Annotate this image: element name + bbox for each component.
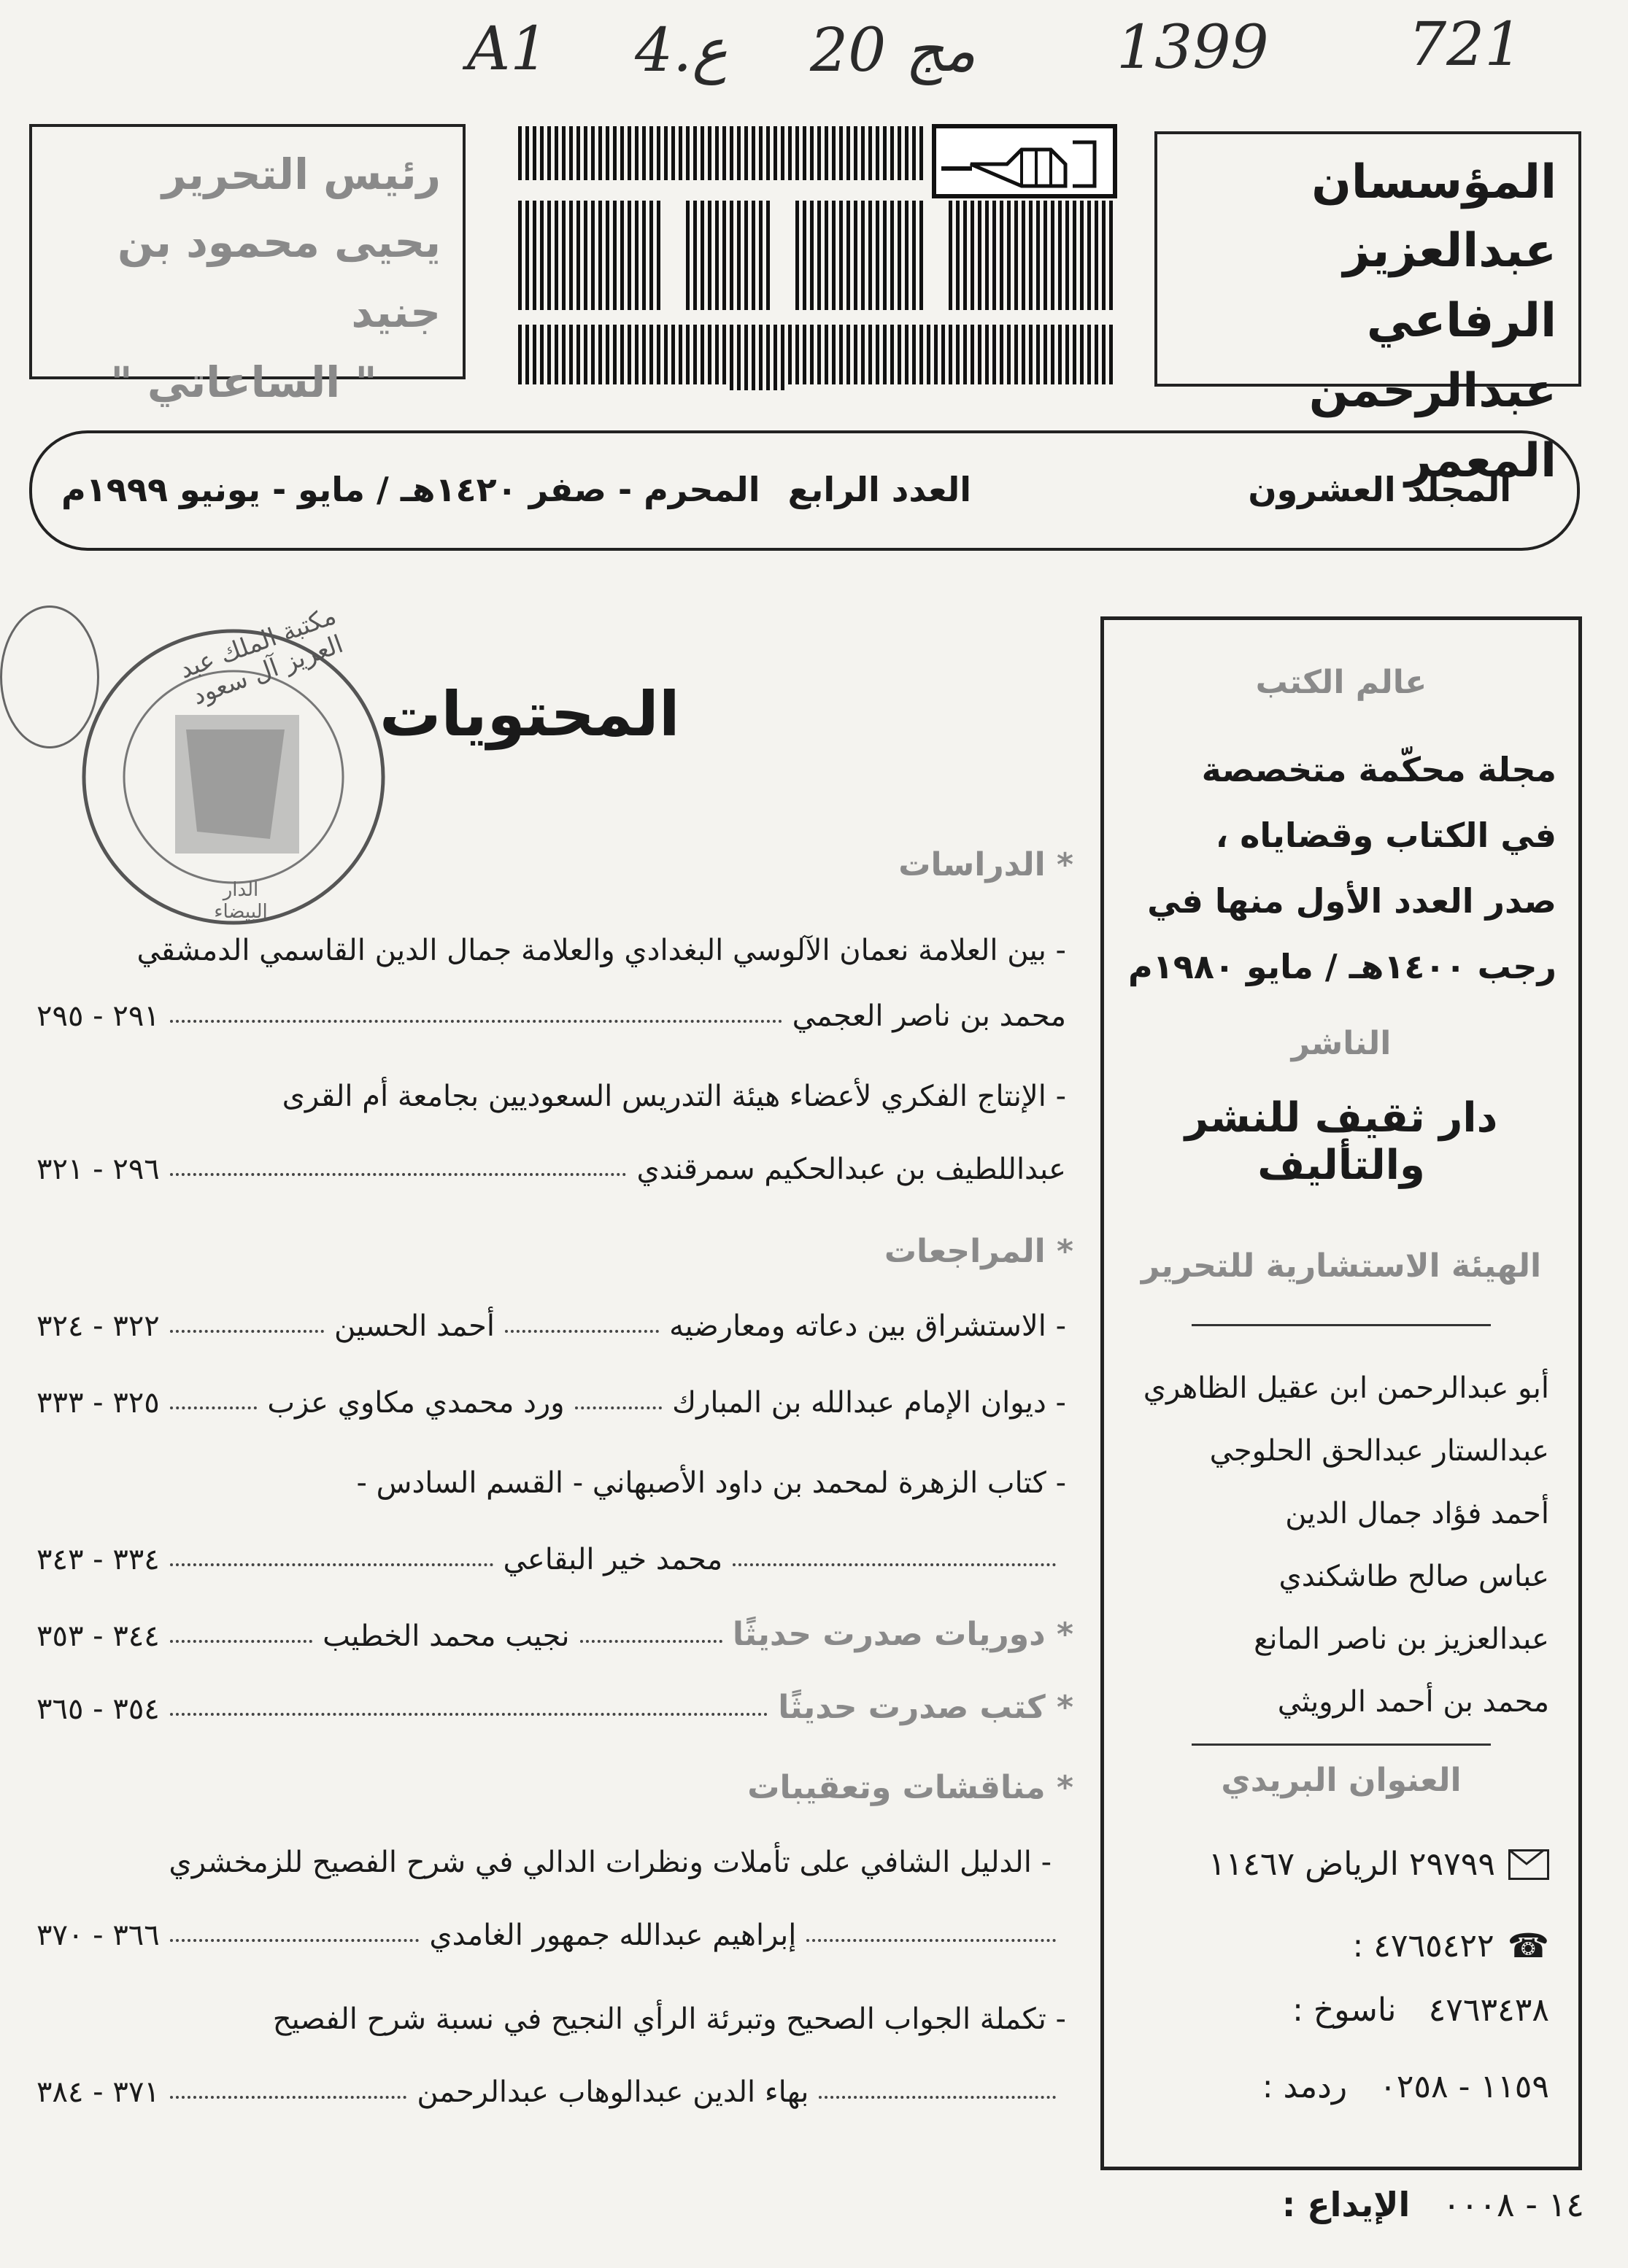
founders-box xyxy=(1154,131,1581,488)
masthead-logo xyxy=(511,120,1124,398)
editor-name: يحيى محمود بن جنيد xyxy=(117,217,441,337)
toc-title-1: - بين العلامة نعمان الآلوسي البغدادي والعلامة جمال الدين القاسمي الدمشقي xyxy=(136,934,1066,967)
board-member-4: عباس صالح طاشكندي xyxy=(1278,1560,1549,1593)
toc-author-5: محمد خير البقاعي xyxy=(503,1543,723,1576)
po-box-row xyxy=(1126,1846,1549,1883)
handwritten-mj-ref: 20 مج xyxy=(810,16,976,85)
toc-author-6: نجيب محمد الخطيب xyxy=(323,1619,570,1653)
stamp-text: مكتبة الملك عبد العزيز آل سعود xyxy=(175,600,347,711)
toc-pages-5: ٣٣٤ - ٣٤٣ xyxy=(36,1543,160,1576)
toc-row-1 xyxy=(36,999,1066,1033)
sidebar-desc-1: مجلة محكّمة متخصصة xyxy=(1201,750,1556,789)
toc-pages-3: ٣٢٢ - ٣٢٤ xyxy=(36,1309,160,1343)
toc-row-periodicals xyxy=(36,1616,1073,1653)
editor-box xyxy=(29,124,466,407)
toc-row-5 xyxy=(36,1543,1066,1576)
section-periodicals: * دوريات صدرت حديثًا xyxy=(732,1616,1073,1653)
toc-pages-4: ٣٢٥ - ٣٣٣ xyxy=(36,1386,160,1420)
toc-leader-4b xyxy=(170,1406,258,1409)
handwritten-year: 1399 xyxy=(1116,13,1269,82)
toc-leader-9a xyxy=(819,2096,1056,2099)
toc-row-8 xyxy=(36,1919,1066,1952)
toc-title-8: - الدليل الشافي على تأملات ونظرات الدالي في شرح الفصيح للزمخشري xyxy=(169,1846,1052,1879)
fax-label: ناسوخ : xyxy=(1292,1992,1397,2029)
telephone-icon: ☎ xyxy=(1507,1926,1549,1965)
board-member-5: عبدالعزيز بن ناصر المانع xyxy=(1254,1622,1549,1656)
handwritten-number: 721 xyxy=(1408,10,1523,80)
toc-title-9: - تكملة الجواب الصحيح وتبرئة الرأي النجيح في نسبة شرح الفصيح xyxy=(272,2002,1066,2036)
toc-row-9 xyxy=(36,2075,1066,2109)
board-list xyxy=(1126,1357,1549,1733)
sidebar-desc-2: في الكتاب وقضاياه ، xyxy=(1215,816,1556,855)
toc-leader-7 xyxy=(170,1713,768,1716)
contents-title: المحتويات xyxy=(379,678,680,750)
toc-pages-8: ٣٦٦ - ٣٧٠ xyxy=(36,1919,160,1952)
toc-row-3 xyxy=(36,1309,1066,1343)
toc-leader-3b xyxy=(170,1330,324,1333)
board-rule-bottom xyxy=(1192,1743,1491,1746)
issue-date: المحرم - صفر ١٤٢٠هـ / مايو - يونيو ١٩٩٩م xyxy=(61,470,760,509)
handwritten-vol-ref: 4.ع xyxy=(635,16,728,85)
toc-row-2 xyxy=(36,1153,1066,1186)
toc-pages-7: ٣٥٤ - ٣٦٥ xyxy=(36,1692,160,1726)
toc-leader-4a xyxy=(575,1406,663,1409)
editor-title: رئيس التحرير xyxy=(161,150,441,199)
section-discussions: * مناقشات وتعقيبات xyxy=(747,1769,1073,1806)
issue-number: العدد الرابع xyxy=(787,470,971,509)
address-label: العنوان البريدي xyxy=(1221,1762,1462,1799)
deposit-row xyxy=(1124,2185,1584,2224)
toc-author-4: ورد محمدي مكاوي عزب xyxy=(267,1386,565,1420)
section-studies: * الدراسات xyxy=(898,846,1073,883)
section-reviews: * المراجعات xyxy=(884,1233,1073,1270)
toc-author-8: إبراهيم عبدالله جمهور الغامدي xyxy=(429,1919,797,1952)
sidebar-desc-4: رجب ١٤٠٠هـ / مايو ١٩٨٠م xyxy=(1127,947,1556,986)
issn-row xyxy=(1126,2068,1549,2105)
toc-leader-5a xyxy=(733,1563,1056,1566)
toc-pages-6: ٣٤٤ - ٣٥٣ xyxy=(36,1619,160,1653)
sidebar-description xyxy=(1126,737,1556,999)
phone-number: ٤٧٦٥٤٢٢ : xyxy=(1352,1927,1494,1965)
issn-number: ١١٥٩ - ٠٢٥٨ xyxy=(1379,2068,1549,2105)
issue-bar xyxy=(29,430,1580,551)
toc-leader-5b xyxy=(170,1563,493,1566)
envelope-icon xyxy=(1508,1849,1549,1880)
board-rule-top xyxy=(1192,1324,1491,1326)
toc-row-books xyxy=(36,1689,1073,1726)
masthead-logo-art xyxy=(511,120,1124,398)
toc-leader-9b xyxy=(170,2096,407,2099)
library-stamp xyxy=(51,600,416,941)
board-member-1: أبو عبدالرحمن ابن عقيل الظاهري xyxy=(1143,1371,1549,1405)
issue-volume: المجلد العشرون xyxy=(1248,470,1511,509)
board-member-3: أحمد فؤاد جمال الدين xyxy=(1285,1497,1549,1530)
toc-leader-1 xyxy=(170,1020,782,1023)
fax-number: ٤٧٦٣٤٣٨ xyxy=(1428,1992,1549,2029)
toc-pages-9: ٣٧١ - ٣٨٤ xyxy=(36,2075,160,2109)
po-box: ٢٩٧٩٩ الرياض ١١٤٦٧ xyxy=(1208,1846,1495,1883)
toc-title-4: - ديوان الإمام عبدالله بن المبارك xyxy=(672,1386,1066,1420)
issn-label: ردمد : xyxy=(1262,2068,1348,2105)
toc-pages-1: ٢٩١ - ٢٩٥ xyxy=(36,999,160,1033)
handwritten-code: A1 xyxy=(467,15,549,84)
sidebar-box xyxy=(1100,616,1582,2170)
editor-nickname: " الساعاتي " xyxy=(110,357,377,407)
toc-leader-2 xyxy=(170,1173,627,1176)
toc-author-1: محمد بن ناصر العجمي xyxy=(792,999,1066,1033)
deposit-label: الإيداع : xyxy=(1281,2185,1411,2224)
toc-title-3: - الاستشراق بين دعاته ومعارضيه xyxy=(669,1309,1066,1343)
toc-author-9: بهاء الدين عبدالوهاب عبدالرحمن xyxy=(417,2075,809,2109)
founders-title: المؤسسان xyxy=(1311,155,1556,209)
section-books: * كتب صدرت حديثًا xyxy=(778,1689,1073,1726)
toc-author-3: أحمد الحسين xyxy=(333,1309,495,1343)
toc-author-2: عبداللطيف بن عبدالحكيم سمرقندي xyxy=(636,1153,1066,1186)
founder-2: عبدالرحمن المعمر xyxy=(1308,364,1556,488)
deposit-number: ١٤ - ٠٠٠٨ xyxy=(1442,2185,1584,2224)
founder-1: عبدالعزيز الرفاعي xyxy=(1343,224,1556,348)
board-member-6: محمد بن أحمد الرويثي xyxy=(1277,1685,1549,1719)
margin-annotation xyxy=(0,605,99,748)
publisher-label: الناشر xyxy=(1291,1025,1392,1062)
toc-leader-8b xyxy=(170,1939,420,1942)
stamp-sub: الدار البيضاء xyxy=(214,879,268,923)
toc-title-5: - كتاب الزهرة لمحمد بن داود الأصبهاني - القسم السادس - xyxy=(356,1466,1066,1500)
phone-row xyxy=(1126,1926,1549,1965)
toc-leader-8a xyxy=(806,1939,1056,1942)
toc-leader-6b xyxy=(170,1640,312,1643)
toc-leader-3a xyxy=(505,1330,659,1333)
toc-row-4 xyxy=(36,1386,1066,1420)
toc-leader-6a xyxy=(580,1640,722,1643)
sidebar-desc-3: صدر العدد الأول منها في xyxy=(1147,881,1556,921)
toc-title-2: - الإنتاج الفكري لأعضاء هيئة التدريس السعوديين بجامعة أم القرى xyxy=(282,1080,1066,1113)
publisher-name: دار ثقيف للنشر والتأليف xyxy=(1184,1094,1498,1189)
toc-pages-2: ٢٩٦ - ٣٢١ xyxy=(36,1153,160,1186)
board-member-2: عبدالستار عبدالحق الحلوجي xyxy=(1209,1434,1549,1468)
fax-row xyxy=(1126,1992,1549,2029)
sidebar-heading: عالم الكتب xyxy=(1255,664,1427,701)
board-label: الهيئة الاستشارية للتحرير xyxy=(1141,1247,1542,1285)
